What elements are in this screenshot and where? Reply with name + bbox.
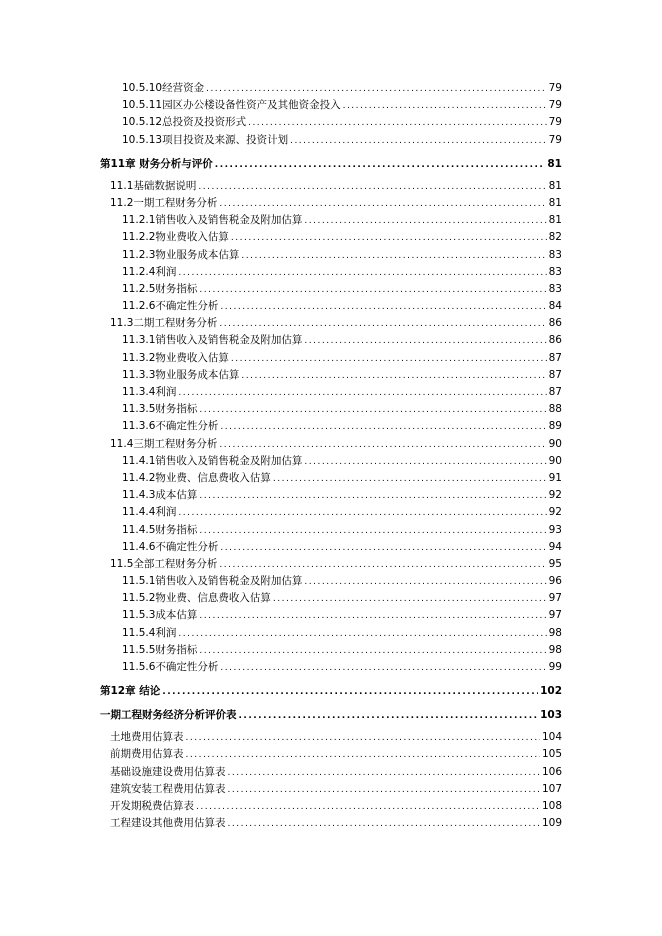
toc-entry-title: 建筑安装工程费用估算表 <box>110 782 226 795</box>
toc-entry-title: 11.5.1销售收入及销售税金及附加估算 <box>122 575 303 588</box>
toc-entry[interactable] <box>100 97 562 114</box>
toc-entry-page-number: 94 <box>548 540 562 553</box>
toc-entry-title: 11.2一期工程财务分析 <box>110 196 218 209</box>
dot-leader <box>304 574 546 591</box>
toc-entry-title: 11.4.2物业费、信息费收入估算 <box>122 471 271 484</box>
toc-entry-page-number: 81 <box>547 157 562 170</box>
toc-entry[interactable] <box>100 132 562 149</box>
dot-leader <box>220 660 546 677</box>
toc-entry-title: 11.2.1销售收入及销售税金及附加估算 <box>122 214 303 227</box>
toc-entry-page-number: 79 <box>548 82 562 94</box>
dot-leader <box>215 156 546 174</box>
toc-entry-page-number: 79 <box>548 99 562 112</box>
dot-leader <box>199 282 546 299</box>
dot-leader <box>220 419 546 436</box>
toc-entry[interactable] <box>100 487 562 504</box>
toc-entry[interactable] <box>100 470 562 487</box>
dot-leader <box>273 591 547 608</box>
toc-entry[interactable] <box>100 573 562 590</box>
toc-entry-page-number: 93 <box>548 523 562 536</box>
dot-leader <box>178 505 546 522</box>
toc-entry-title: 11.4.4利润 <box>122 506 177 519</box>
dot-leader <box>220 299 546 316</box>
toc-entry[interactable] <box>100 315 562 332</box>
dot-leader <box>239 707 539 725</box>
toc-entry[interactable] <box>100 642 562 659</box>
toc-entry[interactable] <box>100 367 562 384</box>
dot-leader <box>162 683 538 701</box>
toc-entry[interactable] <box>100 522 562 539</box>
toc-entry[interactable] <box>100 504 562 521</box>
toc-entry-page-number: 105 <box>541 748 562 761</box>
toc-entry-title: 开发期税费估算表 <box>110 799 194 812</box>
toc-entry-title: 11.3二期工程财务分析 <box>110 317 218 330</box>
toc-entry-title: 11.1基础数据说明 <box>110 179 197 192</box>
toc-entry[interactable] <box>100 781 562 798</box>
toc-entry-title: 11.2.3物业服务成本估算 <box>122 248 240 261</box>
toc-entry[interactable] <box>100 350 562 367</box>
toc-entry-title: 11.4.1销售收入及销售税金及附加估算 <box>122 454 303 467</box>
toc-entry[interactable] <box>100 212 562 229</box>
toc-entry[interactable] <box>100 746 562 763</box>
toc-entry-title: 土地费用估算表 <box>110 731 184 744</box>
toc-entry[interactable] <box>100 453 562 470</box>
dot-leader <box>304 333 546 350</box>
toc-entry-title: 11.2.4利润 <box>122 265 177 278</box>
toc-entry[interactable] <box>100 607 562 624</box>
toc-entry[interactable] <box>100 556 562 573</box>
dot-leader <box>304 454 546 471</box>
dot-leader <box>178 385 546 402</box>
dot-leader <box>206 81 547 98</box>
toc-entry-title: 工程建设其他费用估算表 <box>110 817 226 830</box>
toc-entry-title: 11.3.4利润 <box>122 386 177 398</box>
toc-entry-page-number: 104 <box>541 731 562 744</box>
toc-entry-title: 11.5.4利润 <box>122 626 177 639</box>
toc-entry-title: 11.5全部工程财务分析 <box>110 557 218 570</box>
toc-entry-title: 11.4.6不确定性分析 <box>122 540 219 553</box>
dot-leader <box>343 98 547 115</box>
toc-entry-title: 基础设施建设费用估算表 <box>110 765 226 778</box>
toc-entry-page-number: 92 <box>548 489 562 502</box>
toc-entry[interactable] <box>100 195 562 212</box>
toc-entry[interactable] <box>100 539 562 556</box>
toc-entry-page-number: 81 <box>548 214 562 227</box>
toc-entry[interactable] <box>100 281 562 298</box>
toc-entry[interactable] <box>100 264 562 281</box>
toc-entry[interactable] <box>100 625 562 642</box>
toc-entry[interactable] <box>100 332 562 349</box>
toc-entry-page-number: 99 <box>548 661 562 673</box>
toc-entry-page-number: 82 <box>548 231 562 244</box>
toc-entry-page-number: 103 <box>540 709 562 722</box>
toc-entry-page-number: 90 <box>548 454 562 467</box>
toc-entry-page-number: 106 <box>541 765 562 778</box>
toc-entry-page-number: 92 <box>548 506 562 519</box>
toc-entry-page-number: 90 <box>548 437 562 450</box>
toc-entry-page-number: 109 <box>541 817 562 830</box>
toc-entry-title: 11.5.6不确定性分析 <box>122 661 219 673</box>
toc-entry[interactable] <box>100 659 562 676</box>
toc-entry-page-number: 81 <box>548 196 562 209</box>
toc-entry[interactable] <box>100 80 562 97</box>
toc-entry-page-number: 98 <box>548 626 562 639</box>
toc-entry-title: 前期费用估算表 <box>110 748 184 761</box>
dot-leader <box>241 368 546 385</box>
toc-entry-page-number: 102 <box>540 685 562 698</box>
dot-leader <box>219 437 546 454</box>
toc-entry-title: 10.5.12总投资及投资形式 <box>122 116 247 129</box>
toc-entry[interactable] <box>100 178 562 195</box>
toc-entry-title: 11.3.5财务指标 <box>122 403 198 416</box>
dot-leader <box>186 730 540 747</box>
dot-leader <box>199 523 546 540</box>
toc-entry[interactable] <box>100 401 562 418</box>
toc-entry-title: 11.3.6不确定性分析 <box>122 420 219 433</box>
dot-leader <box>178 626 546 643</box>
toc-entry-title: 11.4.3成本估算 <box>122 489 198 502</box>
dot-leader <box>241 248 546 265</box>
toc-entry-page-number: 79 <box>548 116 562 129</box>
toc-chapter-entry[interactable] <box>100 706 562 724</box>
toc-entry-title: 10.5.10经营资金 <box>122 82 205 94</box>
toc-entry[interactable] <box>100 298 562 315</box>
toc-entry-title: 11.4.5财务指标 <box>122 523 198 536</box>
dot-leader <box>199 608 546 625</box>
toc-entry-page-number: 79 <box>548 133 562 146</box>
toc-entry-page-number: 87 <box>548 351 562 364</box>
toc-entry-title: 10.5.11园区办公楼设备性资产及其他资金投入 <box>122 99 341 112</box>
toc-entry-page-number: 97 <box>548 609 562 622</box>
toc-entry[interactable] <box>100 436 562 453</box>
dot-leader <box>273 471 547 488</box>
dot-leader <box>219 557 546 574</box>
toc-entry-title: 11.2.2物业费收入估算 <box>122 231 229 244</box>
toc-entry[interactable] <box>100 590 562 607</box>
toc-entry-page-number: 86 <box>548 317 562 330</box>
toc-entry-page-number: 86 <box>548 334 562 347</box>
toc-chapter-entry[interactable] <box>100 155 562 173</box>
toc-entry-page-number: 83 <box>548 282 562 295</box>
dot-leader <box>231 351 547 368</box>
dot-leader <box>220 540 546 557</box>
toc-entry-title: 11.2.5财务指标 <box>122 282 198 295</box>
toc-entry-page-number: 107 <box>541 782 562 795</box>
toc-entry[interactable] <box>100 764 562 781</box>
dot-leader <box>228 765 540 782</box>
toc-entry[interactable] <box>100 229 562 246</box>
toc-entry-title: 11.3.2物业费收入估算 <box>122 351 229 364</box>
dot-leader <box>248 115 547 132</box>
toc-entry-page-number: 108 <box>541 799 562 812</box>
toc-entry-title: 第12章 结论 <box>100 685 161 698</box>
toc-entry[interactable] <box>100 247 562 264</box>
dot-leader <box>304 213 546 230</box>
toc-entry-page-number: 84 <box>548 300 562 313</box>
toc-entry-title: 11.5.5财务指标 <box>122 643 198 656</box>
dot-leader <box>219 196 546 213</box>
toc-entry-title: 第11章 财务分析与评价 <box>100 157 213 170</box>
toc-entry-page-number: 88 <box>548 403 562 416</box>
dot-leader <box>219 316 546 333</box>
toc-entry[interactable] <box>100 729 562 746</box>
toc-entry-title: 11.3.1销售收入及销售税金及附加估算 <box>122 334 303 347</box>
toc-entry[interactable] <box>100 114 562 131</box>
toc-entry-title: 11.4三期工程财务分析 <box>110 437 218 450</box>
toc-entry-page-number: 91 <box>548 471 562 484</box>
table-of-contents <box>100 80 562 832</box>
dot-leader <box>228 782 540 799</box>
dot-leader <box>198 179 546 196</box>
dot-leader <box>199 643 546 660</box>
dot-leader <box>196 799 540 816</box>
toc-entry-title: 10.5.13项目投资及来源、投资计划 <box>122 133 289 146</box>
toc-entry[interactable] <box>100 418 562 435</box>
toc-entry-title: 11.5.2物业费、信息费收入估算 <box>122 592 271 605</box>
dot-leader <box>178 265 546 282</box>
toc-entry-page-number: 89 <box>548 420 562 433</box>
dot-leader <box>199 488 546 505</box>
dot-leader <box>228 816 540 833</box>
toc-entry-page-number: 81 <box>548 179 562 192</box>
toc-entry-page-number: 97 <box>548 592 562 605</box>
toc-entry-page-number: 95 <box>548 557 562 570</box>
toc-entry-page-number: 83 <box>548 248 562 261</box>
dot-leader <box>186 747 540 764</box>
toc-entry-page-number: 87 <box>548 368 562 381</box>
toc-entry-page-number: 87 <box>548 386 562 398</box>
toc-chapter-entry[interactable] <box>100 682 562 700</box>
toc-entry-page-number: 83 <box>548 265 562 278</box>
dot-leader <box>199 402 546 419</box>
toc-entry-title: 一期工程财务经济分析评价表 <box>100 709 237 722</box>
toc-entry-title: 11.3.3物业服务成本估算 <box>122 368 240 381</box>
toc-entry-title: 11.2.6不确定性分析 <box>122 300 219 313</box>
dot-leader <box>231 230 547 247</box>
dot-leader <box>290 133 547 150</box>
toc-entry-page-number: 96 <box>548 575 562 588</box>
toc-entry-title: 11.5.3成本估算 <box>122 609 198 622</box>
toc-entry[interactable] <box>100 815 562 832</box>
toc-entry[interactable] <box>100 798 562 815</box>
toc-entry[interactable] <box>100 384 562 401</box>
toc-entry-page-number: 98 <box>548 643 562 656</box>
